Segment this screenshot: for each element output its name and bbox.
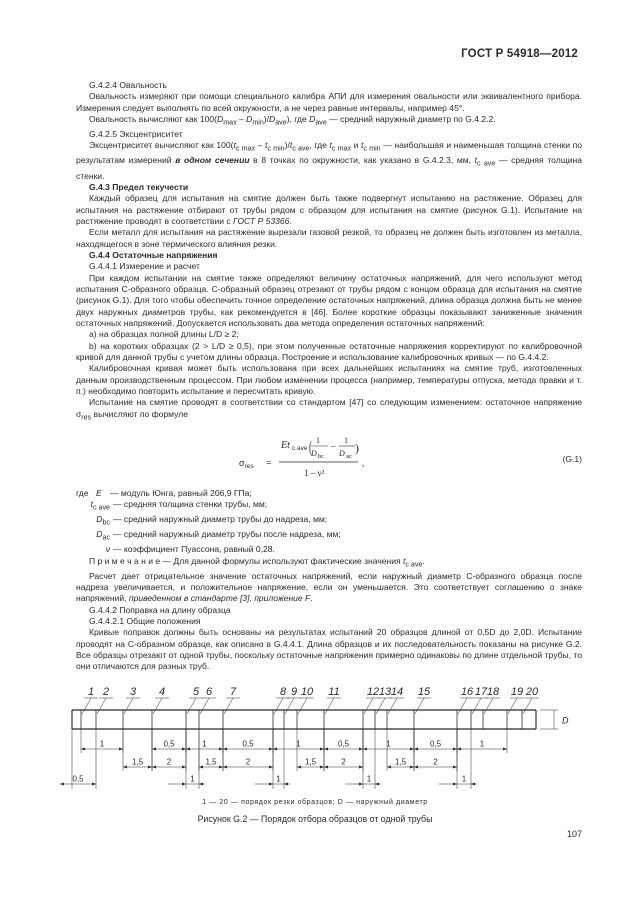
dim-arrow [81, 748, 85, 751]
specimen-number: 5 [192, 686, 200, 698]
dim-arrow [119, 748, 123, 751]
dim-arrow [457, 748, 461, 751]
ovality-formula-paragraph: Овальность вычисляют как $100(D_{max} - D_{min})/D_{ave}$), где $D_{ave}$ — средний наружный диаметр по G.4.2.2. [89, 114, 496, 127]
dim-arrow [269, 783, 273, 786]
svg-text:,: , [362, 457, 365, 468]
dim-arrow [269, 766, 273, 769]
dim-arrow [363, 748, 367, 751]
svg-text:D: D [339, 448, 345, 458]
dim-value: 2 [433, 757, 438, 767]
svg-text:1 – ν²: 1 – ν² [304, 467, 325, 478]
calculation-paragraph: Расчет дает отрицательное значение остаточных напряжений, если наружный диаметр С-образного образца после надреза увеличивается, и положительное напряжение, если он уменьшается. Это соответствует соглашению о знаке напряжений, приведенном в стандарте [3], приложение F. [76, 570, 582, 604]
dim-value: 2 [166, 757, 172, 767]
dim-arrow [199, 766, 203, 769]
leader-line [484, 698, 493, 714]
specimen-number: 3 [129, 686, 137, 698]
leader-line [376, 698, 385, 714]
formula-graphic [76, 432, 582, 486]
svg-text:1: 1 [316, 435, 320, 445]
figure-g2-drawing [56, 683, 576, 799]
svg-text:bc: bc [318, 453, 324, 460]
dim-value: 2 [245, 757, 251, 767]
leader-line [415, 698, 424, 714]
formula-g1 [76, 432, 582, 486]
yield-paragraph-1: Каждый образец для испытания на смятие должен быть также подвергнут испытанию на растяжение. Образец для испытания на растяжение отбирают от трубы рядом с образцом для испытания на смятие (рисунок G.1). Испытание на растяжение проводят в соответствии с ГОСТ Р 53366. [76, 193, 582, 226]
page-number: 107 [566, 829, 582, 839]
dim-value: 1 [479, 739, 485, 749]
ovality-paragraph: Овальность измеряют при помощи специального калибра АПИ для измерения овальности или эквивалентного прибора. Измерения следует выполнять по всей окружности, а не через равные интервалы, например 45°. [76, 91, 582, 113]
dim-arrow [123, 766, 127, 769]
dim-value: 1 [296, 739, 301, 749]
svg-text:–: – [331, 440, 336, 451]
leader-line [364, 698, 373, 714]
figure-title: Рисунок G.2 — Порядок отбора образцов от одной трубы [197, 814, 433, 824]
dim-value: 1,5 [131, 757, 144, 767]
dim-value: 1 [276, 774, 281, 784]
leader-line [224, 698, 233, 714]
specimen-number: 8 [279, 686, 287, 698]
dim-arrow [320, 748, 324, 751]
eccentricity-paragraph: Эксцентриситет вычисляют как $100(t_{c max} - t_{c min})/t_{c ave}$, где $t_{c max}$ и $t_{c min}$ — наибольшая и наименьшая толщина стенки по результатам измерений в одном сечении в 8 точках по окружности, как указано в G.4.2.3, мм, $t_{c ave}$ — средняя толщина стенки. [76, 140, 582, 181]
leader-line [187, 698, 196, 714]
leader-line [298, 698, 307, 714]
dim-arrow [186, 748, 190, 751]
general-paragraph: Кривые поправок должны быть основаны на результатах испытаний 20 образцов длиной от 0,5D до 2,0D. Испытание проводят на С-образном образце, как описано в G.4.4.1. Длина образцов и их последовательность показаны на рисунке G.2. Все образцы отрезают от одной трубы, поскольку остаточные напряжения примерно одинаковы по длине отдельной трубы, то они отличаются для разных труб. [76, 627, 582, 672]
measurement-paragraph-3: Испытание на смятие проводят в соответствии со стандартом [47] со следующим изменением: остаточное напряжение $\sigma_{res}$ вычисляют по формуле [76, 397, 582, 422]
dim-value: 0,5 [242, 739, 254, 749]
leader-line [153, 698, 162, 714]
svg-text:D: D [311, 448, 317, 458]
dim-arrow [219, 748, 223, 751]
section-title-residual: G.4.4 Остаточные напряжения [89, 249, 218, 260]
list-item-a: a) на образцах полной длины L/D ≥ 2; [89, 329, 239, 340]
measurement-paragraph-2: Калибровочная кривая может быть использована при всех дальнейших испытаниях на смятие труб, изготовленных данным производственным процессом. При любом изменении процесса (например, температуры отпуска, метода правки и т. п.) необходимо повторить испытание и пересчитать кривую. [76, 363, 582, 397]
dim-arrow [453, 766, 457, 769]
dim-arrow [414, 748, 418, 751]
figure-caption: 1 — 20 — порядок резки образцов; D — наружный диаметр [202, 799, 428, 806]
dim-arrow [182, 766, 186, 769]
leader-line [97, 698, 106, 714]
dim-arrow [453, 783, 457, 786]
definition-row: ν — коэффициент Пуассона, равный 0,28. [105, 544, 275, 555]
dim-arrow [223, 748, 227, 751]
dim-arrow [182, 783, 186, 786]
definition-row: $D_{ac}$ — средний наружный диаметр трубы после надреза, мм; [96, 529, 341, 542]
dim-arrow [199, 783, 203, 786]
dim-arrow [503, 748, 507, 751]
dim-value: 1,5 [205, 757, 217, 767]
dim-arrow [284, 783, 288, 786]
dim-value: 1 [202, 739, 207, 749]
dim-arrow [60, 783, 64, 786]
specimen-number: 11 [328, 686, 340, 698]
dim-arrow [414, 766, 418, 769]
figure-g2 [56, 683, 576, 813]
dim-value: 1 [99, 739, 105, 749]
section-title-yield: G.4.3 Предел текучести [89, 181, 189, 192]
svg-text:ac: ac [346, 453, 352, 460]
dim-value: 1 [461, 774, 467, 784]
note-paragraph: П р и м е ч а н и е — Для данной формулы используют фактические значения $t_{c ave}$. [89, 555, 425, 569]
specimen-number: 1 [87, 686, 95, 698]
dim-arrow [471, 783, 475, 786]
specimen-number: 2 [102, 686, 110, 698]
dim-value: 1 [386, 739, 391, 749]
specimen-number: 15 [417, 686, 431, 698]
specimen-number: 10 [300, 686, 314, 698]
list-item-b: b) на коротких образцах (2 > L/D ≥ 0,5), при этом полученные остаточные напряжения корректируют по калибровочной кривой для данной трубы с учетом длины образца. Построение и использование калибровочных кривых — по G.4.4.2. [76, 340, 582, 363]
leader-line [124, 698, 133, 714]
dim-arrow [320, 766, 324, 769]
dim-label-d: D [562, 715, 569, 726]
specimen-number: 13 [378, 686, 392, 698]
dim-value: 0,5 [72, 774, 84, 784]
leader-line [388, 698, 397, 714]
dim-arrow [148, 766, 152, 769]
svg-text:Et: Et [281, 439, 290, 451]
svg-text:=: = [266, 457, 272, 469]
dim-value: 1 [190, 774, 195, 784]
dim-arrow [152, 748, 156, 751]
dim-arrow [223, 766, 227, 769]
dim-arrow [410, 748, 414, 751]
section-title-measurement: G.4.4.1 Измерение и расчет [89, 261, 200, 272]
formula-number: (G.1) [562, 453, 582, 464]
leader-line [82, 698, 91, 714]
dim-arrow [152, 766, 156, 769]
leader-line [472, 698, 481, 714]
dim-arrow [182, 748, 186, 751]
specimen-number: 6 [205, 686, 213, 698]
dim-arrow [324, 748, 328, 751]
dim-arrow [453, 748, 457, 751]
definition-row: $D_{bc}$ — средний наружный диаметр трубы до надреза, мм; [96, 514, 328, 527]
dim-arrow [219, 766, 223, 769]
specimen-number: 4 [158, 686, 166, 698]
leader-line [325, 698, 334, 714]
svg-text:σres: $\sigma_{res}$ [239, 457, 254, 470]
dim-value: 1,5 [394, 757, 407, 767]
definition-row: $t_{c ave}$ — средняя толщина стенки трубы, мм; [90, 499, 268, 512]
measurement-paragraph-1: При каждом испытании на смятие также определяют величину остаточных напряжений, для чего используют метод испытания С-образного образца. С-образный образец отрезают от трубы рядом с концом образца для испытания на смятие (рисунок G.1). Для того чтобы обеспечить точное определение остаточных напряжений, длина образца должна быть не менее двух наружных диаметров трубы, как рекомендуется в [46]. Более короткие образцы показывают заниженные значения остаточных напряжений. Допускается использовать два метода определения остаточных напряжений: [76, 272, 582, 328]
dim-arrow [375, 783, 379, 786]
leader-line [285, 698, 294, 714]
leader-line [200, 698, 209, 714]
dim-arrow [410, 766, 414, 769]
svg-text:1: 1 [344, 435, 348, 445]
specimen-number: 16 [460, 686, 474, 698]
dim-value: 0,5 [337, 739, 350, 749]
specimen-number: 20 [525, 686, 539, 698]
specimen-number: 9 [290, 686, 298, 698]
dim-value: 2 [341, 757, 346, 767]
dim-arrow [359, 748, 363, 751]
section-title-eccentricity: G.4.2.5 Эксцентриситет [89, 129, 183, 140]
svg-text:(: ( [309, 436, 312, 456]
specimen-number: 7 [229, 686, 237, 698]
dim-arrow [92, 783, 96, 786]
section-title-general: G.4.4.2.1 Общие положения [89, 616, 201, 627]
definition-row: где E — модуль Юнга, равный 206,9 ГПа; [76, 487, 252, 498]
leader-line [523, 698, 532, 714]
dim-arrow [359, 766, 363, 769]
section-title-ovality: G.4.2.4 Овальность [89, 80, 167, 90]
dim-arrow [359, 783, 363, 786]
dim-arrow [269, 748, 273, 751]
specimen-number: 12 [366, 686, 380, 698]
leader-line [458, 698, 467, 714]
definitions-list [76, 488, 582, 556]
specimen-number: 14 [390, 686, 404, 698]
specimen-number: 17 [474, 686, 488, 698]
dim-value: 1,5 [304, 757, 317, 767]
dim-arrow [297, 766, 301, 769]
dim-arrow [324, 766, 328, 769]
section-title-length-correction: G.4.4.2 Поправка на длину образца [89, 604, 231, 615]
dim-value: 0,5 [163, 739, 175, 749]
leader-line [274, 698, 283, 714]
svg-text:c ave: c ave [292, 444, 308, 452]
dim-arrow [387, 766, 391, 769]
specimen-number: 19 [510, 686, 524, 698]
leader-line [508, 698, 517, 714]
document-body [76, 80, 582, 673]
yield-paragraph-2: Если металл для испытания на растяжение вырезали газовой резкой, то образец не должен быть изготовлен из металла, находящегося в зоне термического влияния резки. [76, 227, 582, 249]
dim-value: 0,5 [429, 739, 442, 749]
document-header: ГОСТ Р 54918—2012 [461, 48, 578, 60]
dim-value: 1 [366, 774, 372, 784]
svg-text:): ) [355, 440, 359, 455]
specimen-number: 18 [486, 686, 500, 698]
dim-arrow [273, 748, 277, 751]
